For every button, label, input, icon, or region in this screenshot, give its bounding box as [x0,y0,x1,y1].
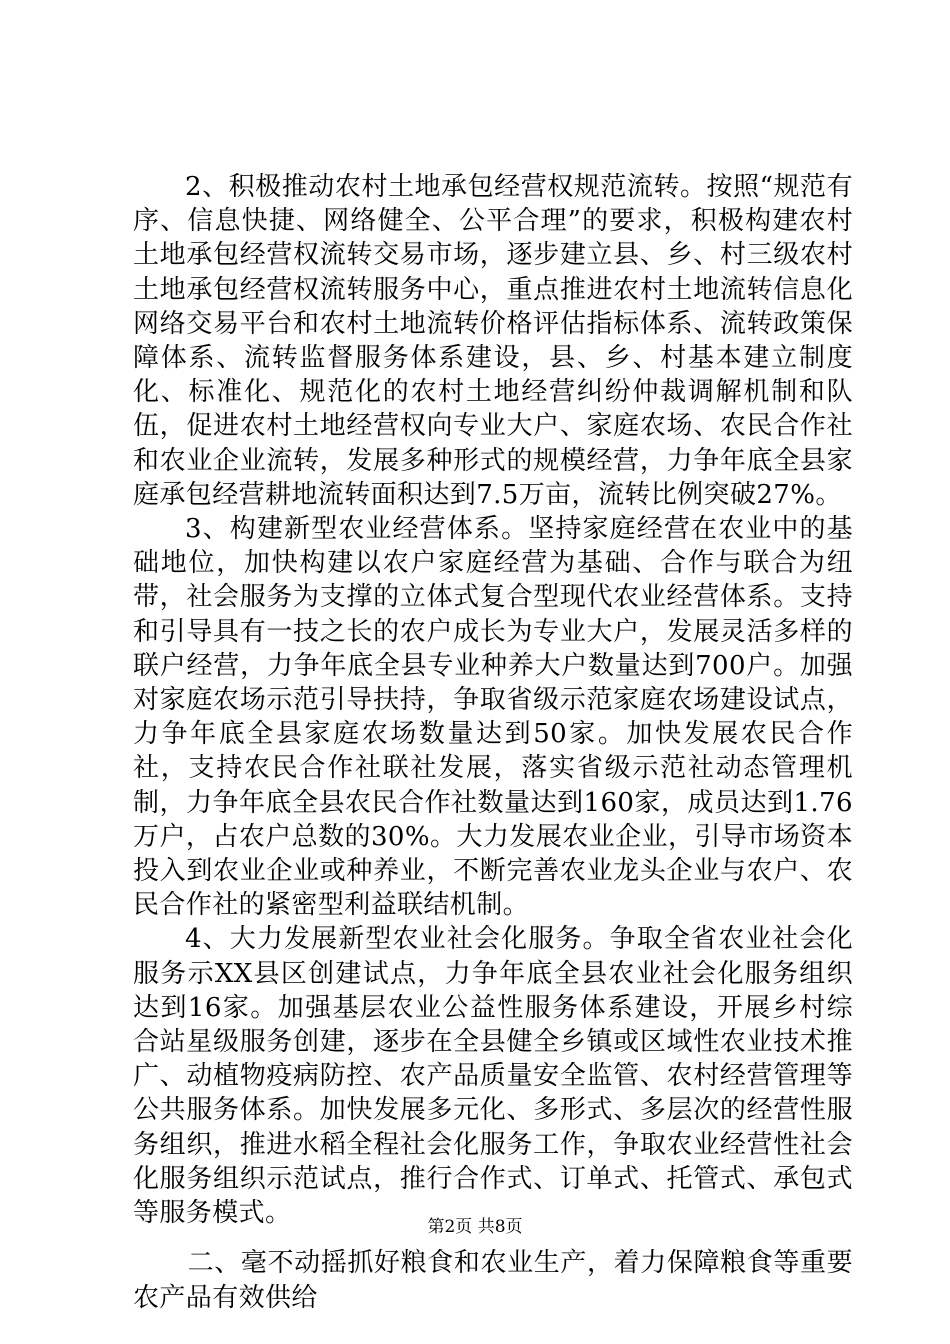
section-heading: 二、毫不动摇抓好粮食和农业生产，着力保障粮食等重要农产品有效供给 [133,1248,853,1313]
paragraph-social-service: 4、大力发展新型农业社会化服务。争取全省农业社会化服务示XX县区创建试点，力争年底全县农业社会化服务组织达到16家。加强基层农业公益性服务体系建设，开展乡村综合站星级服务创建，逐步在全县健全乡镇或区域性农业技术推广、动植物疫病防控、农产品质量安全监管、农村经营管理等公共服务体系。加快发展多元化、多形式、多层次的经营性服务组织，推进水稻全程社会化服务工作，争取农业经营性社会化服务组织示范试点，推行合作式、订单式、托管式、承包式等服务模式。 [133,924,853,1229]
page-number-footer: 第2页 共8页 [427,1217,523,1237]
paragraph-land-transfer: 2、积极推动农村土地承包经营权规范流转。按照“规范有序、信息快捷、网络健全、公平合理”的要求，积极构建农村土地承包经营权流转交易市场，逐步建立县、乡、村三级农村土地承包经营权流转服务中心，重点推进农村土地流转信息化网络交易平台和农村土地流转价格评估指标体系、流转政策保障体系、流转监督服务体系建设，县、乡、村基本建立制度化、标准化、规范化的农村土地经营纠纷仲裁调解机制和队伍，促进农村土地经营权向专业大户、家庭农场、农民合作社和农业企业流转，发展多种形式的规模经营，力争年底全县家庭承包经营耕地流转面积达到7.5万亩，流转比例突破27%。 [133,172,853,510]
paragraph-business-system: 3、构建新型农业经营体系。坚持家庭经营在农业中的基础地位，加快构建以农户家庭经营为基础、合作与联合为纽带，社会服务为支撑的立体式复合型现代农业经营体系。支持和引导具有一技之长的农户成长为专业大户，发展灵活多样的联户经营，力争年底全县专业种养大户数量达到700户。加强对家庭农场示范引导扶持，争取省级示范家庭农场建设试点，力争年底全县家庭农场数量达到50家。加快发展农民合作社，支持农民合作社联社发展，落实省级示范社动态管理机制，力争年底全县农民合作社数量达到160家，成员达到1.76万户，占农户总数的30%。大力发展农业企业，引导市场资本投入到农业企业或种养业，不断完善农业龙头企业与农户、农民合作社的紧密型利益联结机制。 [133,514,853,921]
document-body [133,170,853,1315]
